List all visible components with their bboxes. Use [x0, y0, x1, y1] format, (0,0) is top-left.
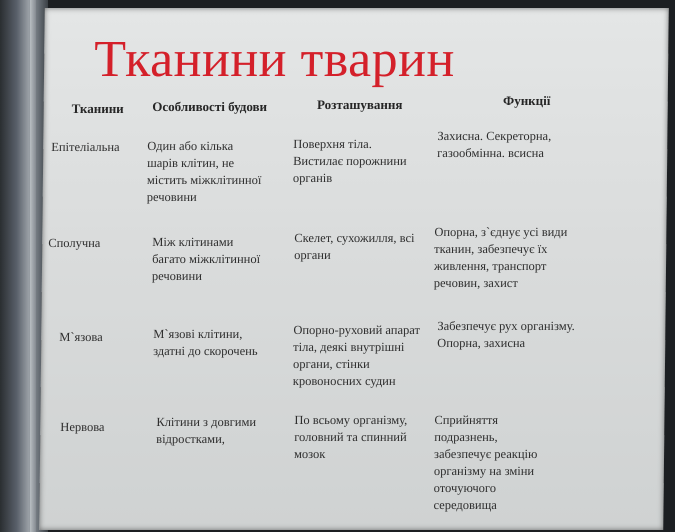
row-functions-muscle: Забезпечує рух організму. Опорна, захисна: [437, 319, 575, 350]
header-structure: Особливості будови: [152, 99, 268, 114]
row-location-muscle: Опорно-руховий апарат тіла, деякі внутрішні органи, стінки кровоносних судин: [292, 323, 421, 388]
row-name-epithelial: Епітеліальна: [51, 140, 120, 154]
row-location-connective: Скелет, сухожилля, всі органи: [294, 231, 415, 262]
bezel-edge: [30, 0, 36, 532]
row-structure-connective: Між клітинами багато міжклітинної речовини: [151, 235, 261, 283]
row-functions-connective: Опорна, з`єднує усі види тканин, забезпечує їх живлення, транспорт речовин, захист: [433, 225, 568, 290]
row-functions-nervous: Сприйняття подразнень, забезпечує реакцію організму на зміни оточуючого середовища: [433, 413, 538, 512]
row-structure-epithelial: Один або кілька шарів клітин, не містить міжклітинної речовини: [146, 139, 262, 204]
slide-title: Тканини тварин: [93, 31, 456, 88]
row-structure-nervous: Клітини з довгими відростками,: [156, 415, 257, 446]
row-functions-epithelial: Захисна. Секреторна, газообмінна. всисна: [437, 129, 552, 160]
presentation-slide: [39, 8, 668, 530]
row-name-muscle: М`язова: [59, 330, 103, 344]
row-name-connective: Сполучна: [48, 236, 101, 250]
header-functions: Функції: [502, 93, 551, 108]
header-location: Розташування: [316, 97, 403, 112]
header-tissues: Тканини: [71, 101, 124, 116]
row-location-nervous: По всьому організму, головний та спинний мозок: [293, 413, 408, 461]
row-location-epithelial: Поверхня тіла. Вистилає порожнини органів: [292, 137, 407, 185]
row-name-nervous: Нервова: [60, 420, 105, 434]
row-structure-muscle: М`язові клітини, здатні до скорочень: [153, 327, 258, 358]
